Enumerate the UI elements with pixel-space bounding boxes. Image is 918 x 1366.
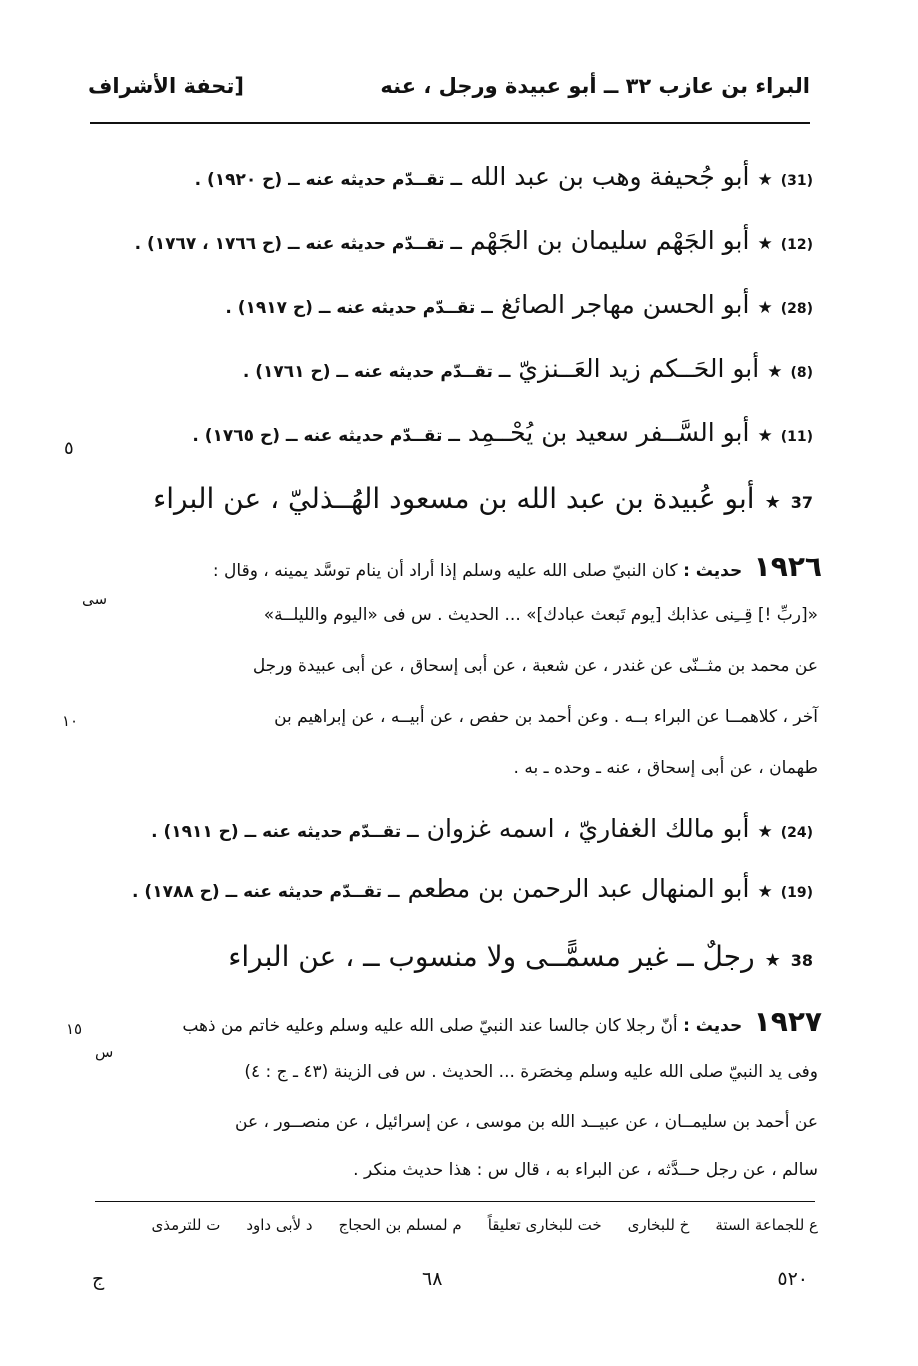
star-icon: ★ [757, 170, 773, 190]
entry-number: (11) [780, 429, 813, 445]
section-title: أبو عُبيدة بن عبد الله بن مسعود الهُــذليّ ، عن البراء [153, 482, 755, 515]
page-number-center: ٦٨ [422, 1268, 443, 1290]
entry-name: أبو الحسن مهاجر الصائغ [500, 290, 750, 319]
entry-name: أبو الجَهْم سليمان بن الجَهْم [469, 226, 750, 255]
legend-item: د لأبى داود [246, 1216, 313, 1234]
entry-number: (31) [780, 173, 813, 189]
hadith-line: سالم ، عن رجل حــدَّثه ، عن البراء به ، قال س : هذا حديث منكر . [353, 1160, 818, 1180]
header-rule [90, 122, 810, 124]
section-number: 38 [790, 951, 813, 970]
star-icon: ★ [757, 234, 773, 254]
section-title: رجلٌ ــ غير مسمًّــى ولا منسوب ــ ، عن البراء [228, 940, 755, 973]
entry-reference: ــ تقــدّم حديثه عنه ــ (ح ١٧٦٦ ، ١٧٦٧) . [134, 234, 462, 254]
line-number-margin: ٥ [64, 438, 74, 459]
entry [132, 874, 813, 903]
legend-item: خ للبخارى [627, 1216, 690, 1234]
section-number: 37 [790, 493, 813, 512]
star-icon: ★ [757, 426, 773, 446]
star-icon: ★ [764, 950, 781, 971]
entry-number: (19) [780, 885, 813, 901]
star-icon: ★ [757, 822, 773, 842]
line-number-margin: ١٠ [62, 712, 79, 730]
entry-reference: ــ تقــدّم حديثه عنه ــ (ح ١٧٨٨) . [132, 882, 400, 902]
entry-name: أبو المنهال عبد الرحمن بن مطعم [407, 874, 750, 903]
entry-reference: ــ تقــدّم حديثه عنه ــ (ح ١٩١١) . [151, 822, 419, 842]
star-icon: ★ [764, 492, 781, 513]
section-heading [153, 482, 813, 515]
running-header-title: البراء بن عازب ٣٢ ــ أبو عبيدة ورجل ، عنه [380, 74, 810, 98]
hadith-line: طهمان ، عن أبى إسحاق ، عنه ـ وحده ـ به . [513, 758, 818, 778]
entry [243, 354, 813, 383]
entry [192, 418, 813, 447]
entry-reference: ــ تقــدّم حديثه عنه ــ (ح ١٩١٧) . [225, 298, 493, 318]
entry-name: أبو الحَــكم زيد العَــنزيّ [518, 354, 760, 383]
footnote-rule [95, 1201, 815, 1202]
sigla-margin: سى [82, 590, 108, 608]
entry-reference: ــ تقــدّم حديثه عنه ــ (ح ١٩٢٠) . [194, 170, 463, 190]
hadith-line: وفى يد النبيّ صلى الله عليه وسلم مِخصَرة ... الحديث . س فى الزينة (٤٣ ـ ج : ٤) [244, 1062, 818, 1082]
entry-number: (24) [780, 825, 813, 841]
entry-name: أبو جُحيفة وهب بن عبد الله [470, 162, 750, 191]
section-heading [228, 940, 813, 973]
entry [195, 162, 813, 191]
hadith-line: «[ربِّ !] قِــِنى عذابك [يوم تَبعث عبادك]» ... الحديث . س فى «اليوم والليلــة» [263, 605, 818, 625]
hadith-number: ١٩٢٦ [753, 550, 822, 583]
volume-mark: ج [92, 1268, 105, 1290]
entry [151, 814, 813, 843]
entry-number: (12) [780, 237, 813, 253]
hadith-text: أنّ رجلا كان جالسا عند النبيّ صلى الله عليه وسلم وعليه خاتم من ذهب [182, 1016, 678, 1036]
legend-item: م لمسلم بن الحجاج [338, 1216, 462, 1234]
running-header-book: [تحفة الأشراف [88, 74, 244, 98]
sigla-legend [151, 1216, 818, 1234]
entry-name: أبو السَّــفر سعيد بن يُحْــمِد [467, 418, 750, 447]
legend-item: ع للجماعة الستة [715, 1216, 818, 1234]
entry-number: (28) [780, 301, 813, 317]
hadith-line: آخر ، كلاهمــا عن البراء بــه . وعن أحمد بن حفص ، عن أبيــه ، عن إبراهيم بن [274, 707, 818, 727]
legend-item: ت للترمذى [151, 1216, 221, 1234]
hadith-line [182, 1005, 822, 1039]
hadith-number: ١٩٢٧ [753, 1005, 822, 1038]
entry [225, 290, 813, 319]
hadith-label: حديث : [683, 1016, 743, 1036]
hadith-line [213, 550, 822, 584]
hadith-line: عن محمد بن مثــنّى عن غندر ، عن شعبة ، عن أبى إسحاق ، عن أبى عبيدة ورجل [252, 656, 818, 676]
line-number-margin: ١٥ [66, 1020, 83, 1038]
entry-name: أبو مالك الغفاريّ ، اسمه غزوان [426, 814, 750, 843]
hadith-text: كان النبيّ صلى الله عليه وسلم إذا أراد أن ينام توسَّد يمينه ، وقال : [212, 561, 678, 581]
page-number-right: ٥٢٠ [777, 1268, 808, 1290]
hadith-line: عن أحمد بن سليمــان ، عن عبيــد الله بن موسى ، عن إسرائيل ، عن منصــور ، عن [235, 1112, 818, 1132]
entry-reference: ــ تقــدّم حديثه عنه ــ (ح ١٧٦٥) . [192, 426, 460, 446]
entry-number: (8) [790, 365, 813, 381]
star-icon: ★ [757, 298, 773, 318]
legend-item: خت للبخارى تعليقاً [487, 1216, 602, 1234]
entry-reference: ــ تقــدّم حديثه عنه ــ (ح ١٧٦١) . [242, 362, 511, 382]
entry [135, 226, 813, 255]
star-icon: ★ [767, 362, 783, 382]
sigla-margin: س [95, 1043, 114, 1061]
hadith-label: حديث : [683, 561, 743, 581]
star-icon: ★ [757, 882, 773, 902]
